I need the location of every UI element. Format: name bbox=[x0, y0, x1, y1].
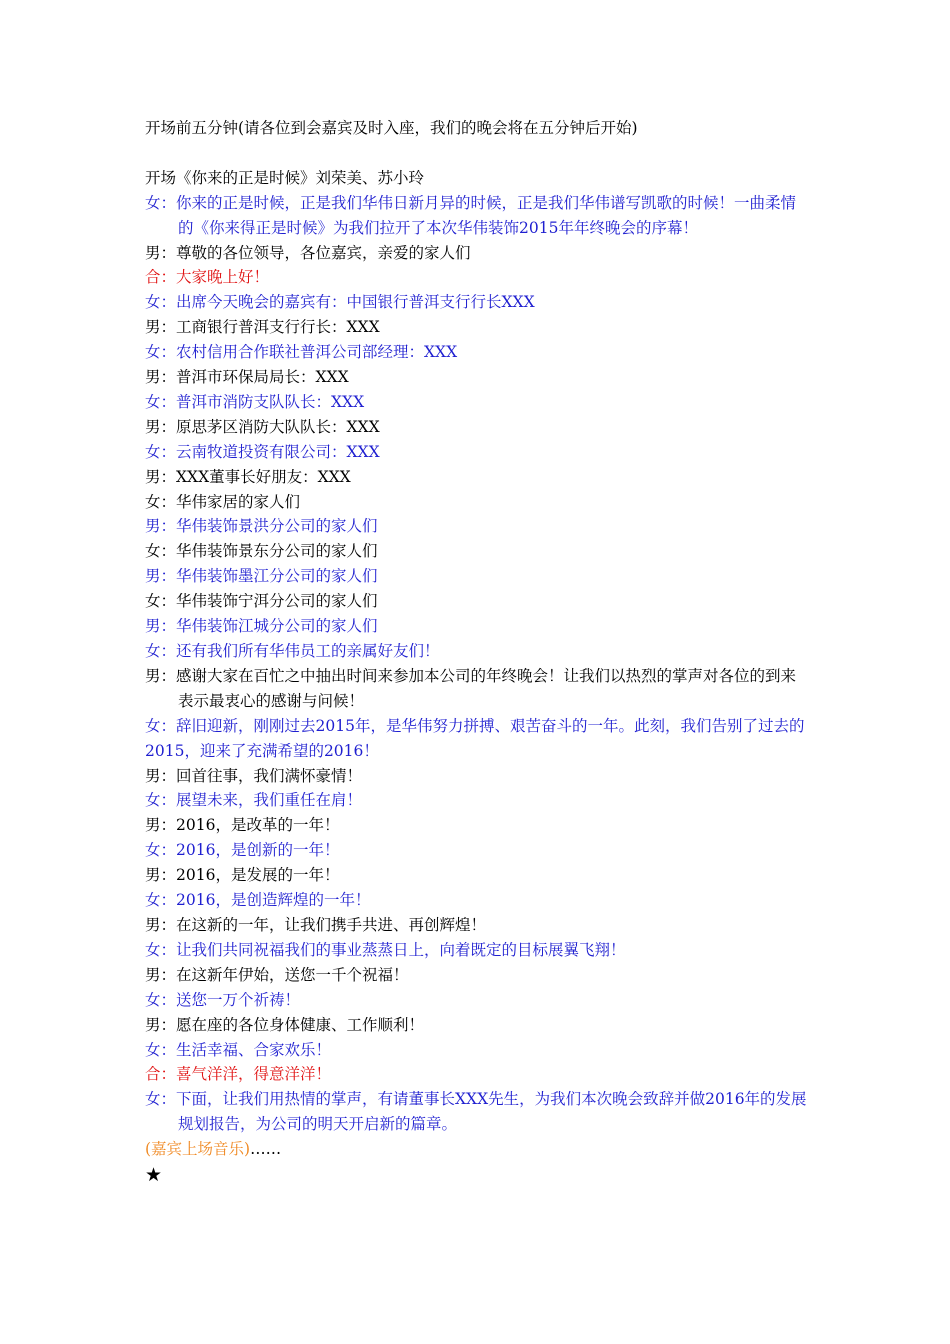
dialogue-line: 男：感谢大家在百忙之中抽出时间来参加本公司的年终晚会！让我们以热烈的掌声对各位的到来表示最衷心的感谢与问候！ bbox=[145, 666, 797, 710]
dialogue-line: 男：在这新的一年，让我们携手共进、再创辉煌！ bbox=[145, 915, 487, 934]
star-icon: ★ bbox=[145, 1164, 163, 1187]
dialogue-line: 女：展望未来，我们重任在肩！ bbox=[145, 791, 363, 810]
dialogue-line: 女：出席今天晚会的嘉宾有：中国银行普洱支行行长XXX bbox=[145, 293, 535, 312]
dialogue-line: 女：辞旧迎新，刚刚过去2015年，是华伟努力拼搏、艰苦奋斗的一年。此刻，我们告别了过去的2015，迎来了充满希望的2016！ bbox=[145, 716, 805, 760]
dialogue-line: 男：XXX董事长好朋友：XXX bbox=[145, 467, 351, 486]
dialogue-line: 男：尊敬的各位领导，各位嘉宾，亲爱的家人们 bbox=[145, 243, 471, 262]
dialogue-line: 男：2016，是改革的一年！ bbox=[145, 816, 340, 835]
dialogue-line: 男：2016，是发展的一年！ bbox=[145, 866, 340, 885]
dialogue-line: 合：大家晚上好！ bbox=[145, 268, 270, 287]
dialogue-line: 合：喜气洋洋，得意洋洋！ bbox=[145, 1065, 332, 1084]
dialogue-line: 女：你来的正是时候，正是我们华伟日新月异的时候，正是我们华伟谱写凯歌的时候！一曲柔情的《你来得正是时候》为我们拉开了本次华伟装饰2015年年终晚会的序幕！ bbox=[145, 193, 797, 237]
dialogue-line: 男：华伟装饰景洪分公司的家人们 bbox=[145, 517, 378, 536]
dialogue-line: 女：让我们共同祝福我们的事业蒸蒸日上，向着既定的目标展翼飞翔！ bbox=[145, 940, 626, 959]
intro-line: 开场前五分钟(请各位到会嘉宾及时入座，我们的晚会将在五分钟后开始) bbox=[145, 119, 638, 137]
opening-line: 开场《你来的正是时候》刘荣美、苏小玲 bbox=[145, 168, 425, 187]
dialogue-line: 女：生活幸福、合家欢乐！ bbox=[145, 1040, 332, 1059]
dialogue-line: 女：2016，是创新的一年！ bbox=[145, 841, 340, 860]
dialogue-line: 女：云南牧道投资有限公司：XXX bbox=[145, 442, 380, 461]
dialogue-list bbox=[145, 191, 810, 1137]
dialogue-line: 女：送您一万个祈祷！ bbox=[145, 990, 301, 1009]
music-line bbox=[145, 1137, 810, 1162]
blank-line bbox=[145, 141, 810, 166]
dialogue-line: 男：在这新年伊始，送您一千个祝福！ bbox=[145, 965, 409, 984]
dialogue-line: 男：愿在座的各位身体健康、工作顺利！ bbox=[145, 1015, 425, 1034]
music-note: (嘉宾上场音乐) bbox=[145, 1140, 251, 1159]
dialogue-line: 女：华伟装饰景东分公司的家人们 bbox=[145, 542, 378, 561]
dialogue-line: 女：华伟家居的家人们 bbox=[145, 492, 301, 511]
dialogue-line: 男：普洱市环保局局长：XXX bbox=[145, 368, 349, 387]
dialogue-line: 男：工商银行普洱支行行长：XXX bbox=[145, 318, 380, 337]
dialogue-line: 女：2016，是创造辉煌的一年！ bbox=[145, 891, 371, 910]
dialogue-line: 女：华伟装饰宁洱分公司的家人们 bbox=[145, 592, 378, 611]
dialogue-line: 男：回首往事，我们满怀豪情！ bbox=[145, 766, 363, 785]
music-ellipsis: …… bbox=[250, 1140, 282, 1159]
dialogue-line: 女：还有我们所有华伟员工的亲属好友们！ bbox=[145, 642, 440, 661]
dialogue-line: 男：华伟装饰墨江分公司的家人们 bbox=[145, 567, 378, 586]
dialogue-line: 男：原思茅区消防大队队长：XXX bbox=[145, 417, 380, 436]
dialogue-line: 女：普洱市消防支队队长：XXX bbox=[145, 392, 365, 411]
dialogue-line: 女：下面，让我们用热情的掌声，有请董事长XXX先生，为我们本次晚会致辞并做2016年的发展规划报告，为公司的明天开启新的篇章。 bbox=[145, 1090, 807, 1134]
script-body bbox=[145, 116, 810, 1188]
dialogue-line: 男：华伟装饰江城分公司的家人们 bbox=[145, 617, 378, 636]
dialogue-line: 女：农村信用合作联社普洱公司部经理：XXX bbox=[145, 343, 458, 362]
